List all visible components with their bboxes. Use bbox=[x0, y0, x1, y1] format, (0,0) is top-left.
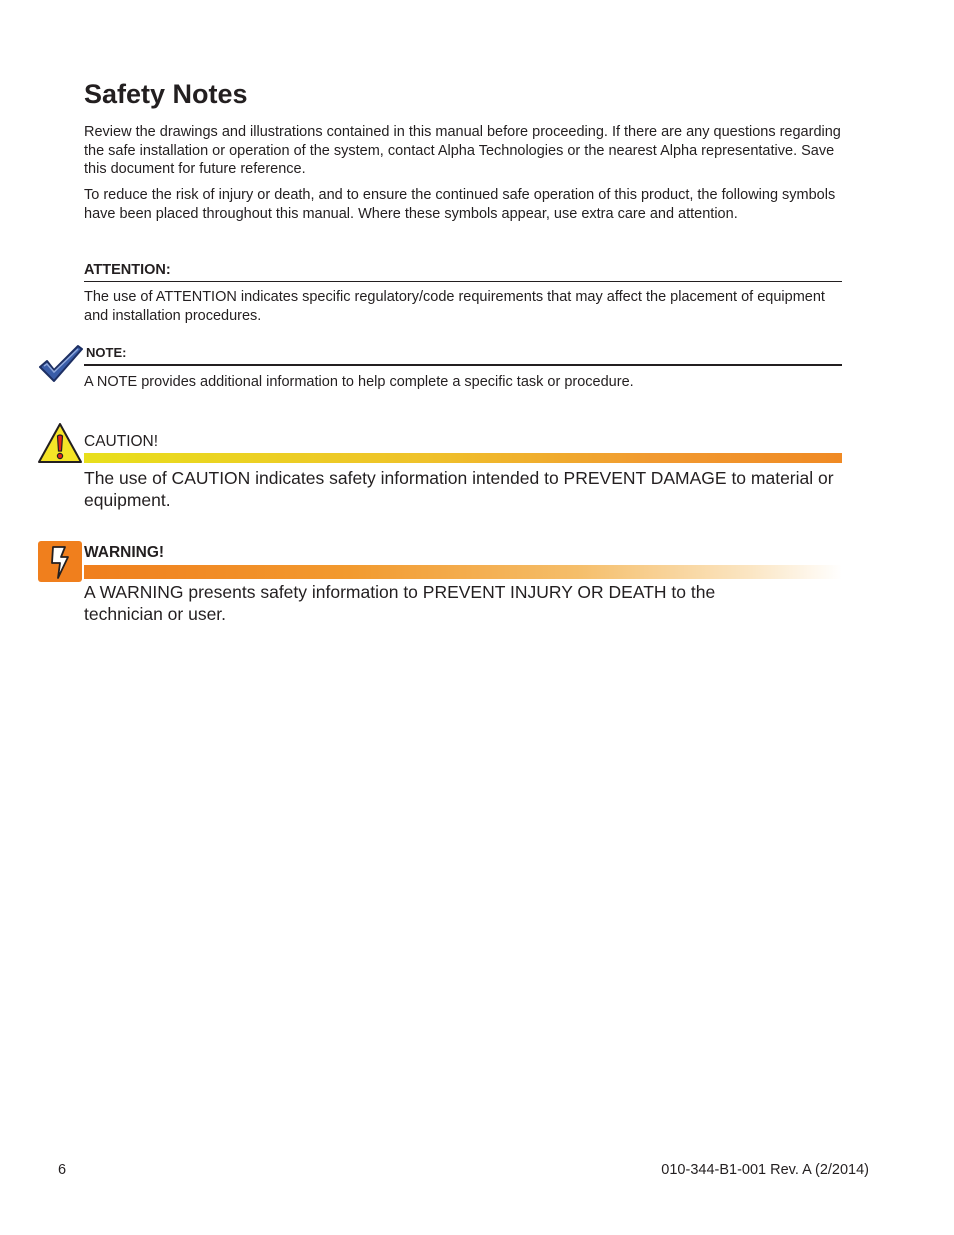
caution-body: The use of CAUTION indicates safety information intended to PREVENT DAMAGE to material or equipment. bbox=[84, 468, 834, 510]
note-body: A NOTE provides additional information to help complete a specific task or procedure. bbox=[84, 374, 634, 390]
caution-triangle-icon bbox=[37, 422, 83, 465]
page-number: 6 bbox=[58, 1162, 67, 1178]
page-title: Safety Notes bbox=[84, 79, 248, 109]
caution-bar bbox=[84, 453, 842, 463]
attention-body: The use of ATTENTION indicates specific regulatory/code requirements that may affect the placement of equipment and installation procedures. bbox=[84, 289, 825, 324]
warning-body: A WARNING presents safety information to PREVENT INJURY OR DEATH to the technician or user. bbox=[84, 582, 716, 624]
checkmark-icon bbox=[38, 343, 84, 383]
document-id: 010-344-B1-001 Rev. A (2/2014) bbox=[661, 1162, 869, 1178]
intro-paragraph-2: To reduce the risk of injury or death, and to ensure the continued safe operation of this product, the following symbols have been placed throughout this manual. Where these symbols appear, use extra care and attention. bbox=[84, 187, 836, 222]
note-heading: NOTE: bbox=[86, 345, 127, 360]
intro-paragraph-1: Review the drawings and illustrations contained in this manual before proceeding. If there are any questions regarding the safe installation or operation of the system, contact Alpha Technologies or the nearest Alpha representative. Save this document for future reference. bbox=[84, 124, 841, 177]
attention-rule bbox=[84, 281, 842, 282]
note-rule bbox=[84, 364, 842, 366]
warning-heading: WARNING! bbox=[84, 544, 165, 561]
attention-heading: ATTENTION: bbox=[84, 262, 171, 278]
lightning-warning-icon bbox=[38, 541, 82, 582]
warning-bar bbox=[84, 565, 842, 579]
caution-heading: CAUTION! bbox=[84, 433, 159, 450]
